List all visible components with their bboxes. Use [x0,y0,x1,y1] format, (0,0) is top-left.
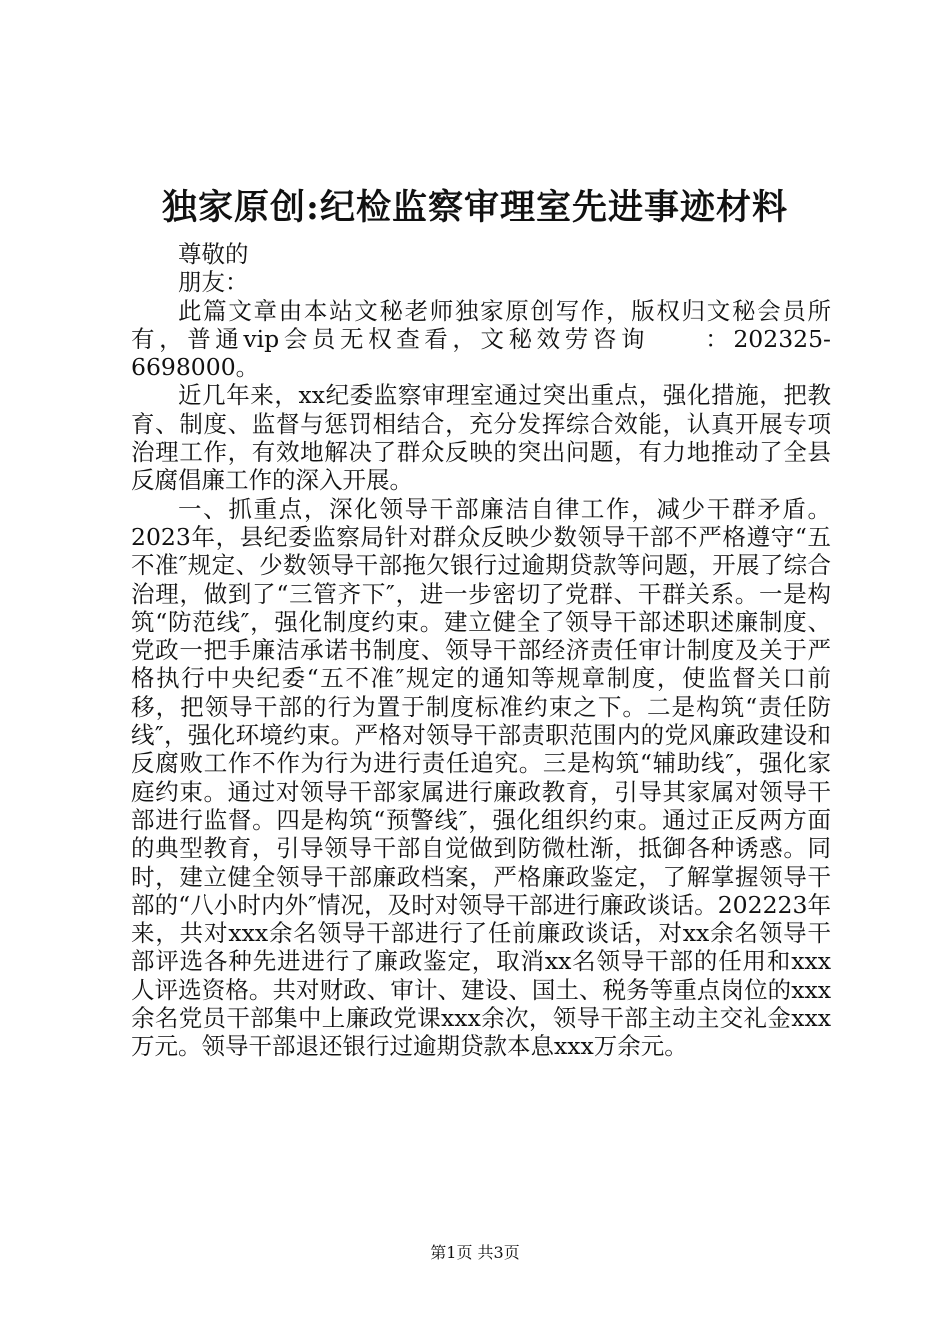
paragraph-intro: 近几年来，xx纪委监察审理室通过突出重点，强化措施，把教育、制度、监督与惩罚相结合，充分发挥综合效能，认真开展专项治理工作，有效地解决了群众反映的突出问题，有力地推动了全县反腐倡廉工作的深入开展。 [131,381,831,495]
document-body [131,240,831,1061]
document-title: 独家原创:纪检监察审理室先进事迹材料 [162,187,788,228]
salutation-line-2: 朋友： [178,268,249,297]
paragraph-section-1: 一、抓重点，深化领导干部廉洁自律工作，减少干群矛盾。2023年，县纪委监察局针对群众反映少数领导干部不严格遵守“五不准″规定、少数领导干部拖欠银行过逾期贷款等问题，开展了综合治理，做到了“三管齐下″，进一步密切了党群、干群关系。一是构筑“防范线″，强化制度约束。建立健全了领导干部述职述廉制度、党政一把手廉洁承诺书制度、领导干部经济责任审计制度及关于严格执行中央纪委“五不准″规定的通知等规章制度，使监督关口前移，把领导干部的行为置于制度标准约束之下。二是构筑“责任防线″，强化环境约束。严格对领导干部责职范围内的党风廉政建设和反腐败工作不作为行为进行责任追究。三是构筑“辅助线″，强化家庭约束。通过对领导干部家属进行廉政教育，引导其家属对领导干部进行监督。四是构筑“预警线″，强化组织约束。通过正反两方面的典型教育，引导领导干部自觉做到防微杜渐，抵御各种诱惑。同时，建立健全领导干部廉政档案，严格廉政鉴定，了解掌握领导干部的“八小时内外″情况，及时对领导干部进行廉政谈话。202223年来，共对xxx余名领导干部进行了任前廉政谈话，对xx余名领导干部评选各种先进进行了廉政鉴定，取消xx名领导干部的任用和xxx人评选资格。共对财政、审计、建设、国土、税务等重点岗位的xxx余名党员干部集中上廉政党课xxx余次，领导干部主动主交礼金xxx万元。领导干部退还银行过逾期贷款本息xxx万余元。 [131,494,831,1061]
paragraph-copyright: 此篇文章由本站文秘老师独家原创写作，版权归文秘会员所有，普通vip会员无权查看，文秘效劳咨询 ：202325-6698000。 [131,296,831,382]
salutation-line-1: 尊敬的 [178,240,249,268]
page-number-footer: 第1页 共3页 [430,1243,520,1262]
